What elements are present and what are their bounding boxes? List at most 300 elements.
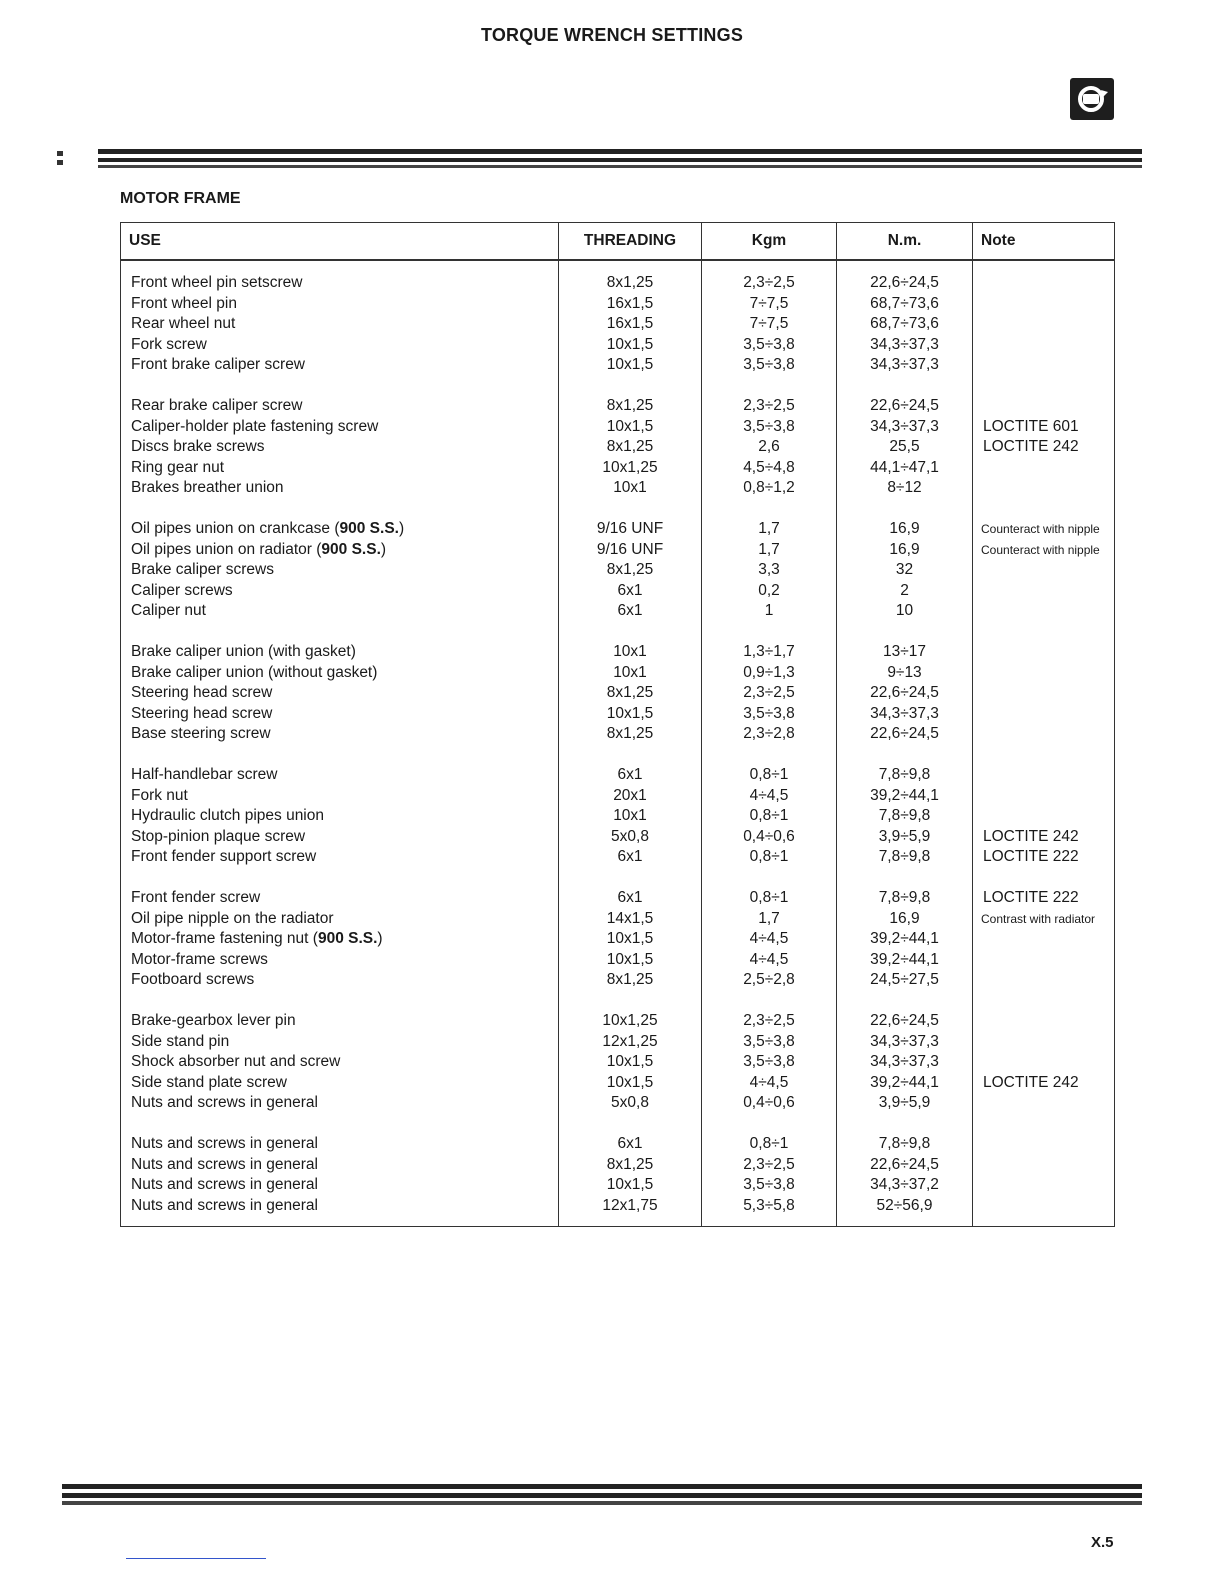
gap-cell <box>702 991 837 1012</box>
cell-note <box>973 478 1115 499</box>
cell-threading: 6x1 <box>559 581 702 602</box>
cell-note <box>973 1134 1115 1155</box>
gap-cell <box>973 868 1115 889</box>
use-text: Brake caliper screws <box>131 561 274 578</box>
cell-threading: 10x1,5 <box>559 1175 702 1196</box>
cell-threading: 20x1 <box>559 786 702 807</box>
use-text: Nuts and screws in general <box>131 1094 318 1111</box>
use-text: Caliper-holder plate fastening screw <box>131 417 379 435</box>
cell-use <box>121 1093 559 1114</box>
use-text: Caliper screws <box>131 581 233 599</box>
cell-kgm: 0,4÷0,6 <box>702 827 837 848</box>
spacer-cell <box>121 260 559 273</box>
gap-cell <box>973 991 1115 1012</box>
use-text: Oil pipes union on radiator ( <box>131 540 322 558</box>
cell-kgm: 0,4÷0,6 <box>702 1093 837 1114</box>
cell-use <box>121 396 559 417</box>
use-text: Stop-pinion plaque screw <box>131 827 306 845</box>
table-row <box>121 355 1115 376</box>
group-gap <box>121 376 1115 397</box>
table-row <box>121 273 1115 294</box>
use-text: Brake-gearbox lever pin <box>131 1012 296 1029</box>
table-spacer <box>121 260 1115 273</box>
cell-use <box>121 294 559 315</box>
cell-use <box>121 704 559 725</box>
cell-threading: 9/16 UNF <box>559 540 702 561</box>
cell-nm: 22,6÷24,5 <box>837 1011 973 1032</box>
use-text: Fork nut <box>131 786 188 804</box>
gap-cell <box>702 622 837 643</box>
gap-cell <box>121 991 559 1012</box>
cell-nm: 10 <box>837 601 973 622</box>
cell-nm: 7,8÷9,8 <box>837 888 973 909</box>
cell-use <box>121 273 559 294</box>
cell-threading: 10x1,25 <box>559 458 702 479</box>
cell-nm: 22,6÷24,5 <box>837 683 973 704</box>
cell-note <box>973 806 1115 827</box>
cell-note <box>973 1011 1115 1032</box>
table-row <box>121 581 1115 602</box>
cell-kgm: 7÷7,5 <box>702 294 837 315</box>
use-text: Oil pipe nipple on the radiator <box>131 909 334 927</box>
cell-use <box>121 1134 559 1155</box>
cell-threading: 10x1,5 <box>559 950 702 971</box>
gap-cell <box>973 745 1115 766</box>
use-text: Nuts and screws in general <box>131 1135 318 1152</box>
use-model-bold: 900 S.S. <box>339 520 399 537</box>
table-row <box>121 1175 1115 1196</box>
cell-kgm: 2,5÷2,8 <box>702 970 837 991</box>
cell-note <box>973 642 1115 663</box>
cell-kgm: 4÷4,5 <box>702 929 837 950</box>
cell-kgm: 2,3÷2,5 <box>702 683 837 704</box>
cell-threading: 8x1,25 <box>559 560 702 581</box>
table-row <box>121 294 1115 315</box>
cell-note: LOCTITE 222 <box>973 847 1115 868</box>
cell-kgm: 5,3÷5,8 <box>702 1196 837 1227</box>
cell-threading: 5x0,8 <box>559 827 702 848</box>
use-text: Front wheel pin <box>131 294 237 312</box>
cell-kgm: 2,6 <box>702 437 837 458</box>
cell-note <box>973 396 1115 417</box>
table-row <box>121 335 1115 356</box>
use-tail: ) <box>380 540 387 558</box>
cell-nm: 24,5÷27,5 <box>837 970 973 991</box>
table-row <box>121 683 1115 704</box>
cell-note <box>973 724 1115 745</box>
use-text: Motor-frame screws <box>131 950 268 968</box>
cell-threading: 8x1,25 <box>559 437 702 458</box>
use-text: Caliper nut <box>131 602 206 619</box>
cell-nm: 2 <box>837 581 973 602</box>
cell-kgm: 2,3÷2,8 <box>702 724 837 745</box>
use-text: Side stand pin <box>131 1032 230 1050</box>
gap-cell <box>837 991 973 1012</box>
cell-use <box>121 560 559 581</box>
cell-use <box>121 663 559 684</box>
gap-cell <box>973 1114 1115 1135</box>
cell-nm: 13÷17 <box>837 642 973 663</box>
cell-kgm: 4,5÷4,8 <box>702 458 837 479</box>
cell-use <box>121 540 559 561</box>
cell-use <box>121 642 559 663</box>
cell-nm: 34,3÷37,3 <box>837 335 973 356</box>
table-row <box>121 888 1115 909</box>
gap-cell <box>559 991 702 1012</box>
cell-nm: 22,6÷24,5 <box>837 1155 973 1176</box>
use-text: Nuts and screws in general <box>131 1176 318 1193</box>
cell-threading: 10x1 <box>559 806 702 827</box>
gap-cell <box>702 499 837 520</box>
torque-wrench-icon <box>1070 78 1114 120</box>
table-row <box>121 417 1115 438</box>
use-text: Nuts and screws in general <box>131 1155 318 1173</box>
cell-use <box>121 1052 559 1073</box>
group-gap <box>121 991 1115 1012</box>
use-text: Side stand plate screw <box>131 1073 287 1091</box>
cell-nm: 34,3÷37,3 <box>837 417 973 438</box>
cell-note <box>973 1175 1115 1196</box>
cell-threading: 16x1,5 <box>559 294 702 315</box>
gap-cell <box>837 745 973 766</box>
cell-kgm: 3,5÷3,8 <box>702 1052 837 1073</box>
cell-kgm: 7÷7,5 <box>702 314 837 335</box>
cell-note <box>973 355 1115 376</box>
cell-kgm: 1,7 <box>702 909 837 930</box>
gap-cell <box>121 376 559 397</box>
cell-use <box>121 806 559 827</box>
cell-nm: 34,3÷37,3 <box>837 704 973 725</box>
use-text: Ring gear nut <box>131 458 225 476</box>
gap-cell <box>837 1114 973 1135</box>
table-row <box>121 1196 1115 1227</box>
cell-use <box>121 950 559 971</box>
cell-threading: 12x1,75 <box>559 1196 702 1227</box>
cell-kgm: 3,5÷3,8 <box>702 704 837 725</box>
table-row <box>121 1032 1115 1053</box>
cell-note <box>973 335 1115 356</box>
cell-kgm: 0,8÷1 <box>702 847 837 868</box>
cell-threading: 6x1 <box>559 601 702 622</box>
cell-use <box>121 1032 559 1053</box>
use-tail: ) <box>398 520 405 537</box>
cell-note <box>973 581 1115 602</box>
cell-note <box>973 950 1115 971</box>
table-body <box>121 260 1115 1227</box>
cell-kgm: 1,7 <box>702 540 837 561</box>
cell-note: LOCTITE 242 <box>973 1073 1115 1094</box>
cell-use <box>121 724 559 745</box>
use-tail: ) <box>377 930 383 947</box>
table-row <box>121 806 1115 827</box>
gap-cell <box>837 868 973 889</box>
cell-use <box>121 458 559 479</box>
page-number: X.5 <box>1091 1534 1114 1551</box>
cell-nm: 7,8÷9,8 <box>837 847 973 868</box>
cell-threading: 8x1,25 <box>559 970 702 991</box>
cell-kgm: 0,2 <box>702 581 837 602</box>
cell-note <box>973 1093 1115 1114</box>
gap-cell <box>121 499 559 520</box>
use-text: Oil pipes union on crankcase ( <box>131 520 340 537</box>
column-header-nm: N.m. <box>837 223 973 261</box>
table-row <box>121 1052 1115 1073</box>
cell-use <box>121 355 559 376</box>
use-text: Front wheel pin setscrew <box>131 274 303 291</box>
cell-kgm: 2,3÷2,5 <box>702 396 837 417</box>
cell-note <box>973 765 1115 786</box>
cell-threading: 8x1,25 <box>559 724 702 745</box>
column-header-note: Note <box>973 223 1115 261</box>
table-row <box>121 970 1115 991</box>
cell-nm: 34,3÷37,3 <box>837 1052 973 1073</box>
torque-table <box>120 222 1115 1227</box>
use-text: Rear brake caliper screw <box>131 397 303 414</box>
cell-use <box>121 1196 559 1227</box>
table-row <box>121 929 1115 950</box>
table-row <box>121 458 1115 479</box>
cell-threading: 6x1 <box>559 765 702 786</box>
cell-nm: 3,9÷5,9 <box>837 827 973 848</box>
table-row <box>121 642 1115 663</box>
cell-nm: 22,6÷24,5 <box>837 396 973 417</box>
gap-cell <box>559 745 702 766</box>
use-text: Front brake caliper screw <box>131 356 306 373</box>
page-title: TORQUE WRENCH SETTINGS <box>480 25 744 45</box>
cell-note: LOCTITE 242 <box>973 437 1115 458</box>
table-row <box>121 601 1115 622</box>
cell-nm: 22,6÷24,5 <box>837 273 973 294</box>
gap-cell <box>559 376 702 397</box>
cell-note <box>973 704 1115 725</box>
cell-use <box>121 970 559 991</box>
cell-use <box>121 827 559 848</box>
table-row <box>121 663 1115 684</box>
gap-cell <box>702 745 837 766</box>
cell-kgm: 2,3÷2,5 <box>702 273 837 294</box>
table-row <box>121 1093 1115 1114</box>
cell-note <box>973 560 1115 581</box>
spacer-cell <box>702 260 837 273</box>
cell-use <box>121 683 559 704</box>
gap-cell <box>837 376 973 397</box>
table-header-row <box>121 223 1115 261</box>
table-row <box>121 909 1115 930</box>
use-text: Discs brake screws <box>131 438 265 455</box>
use-text: Half-handlebar screw <box>131 766 278 783</box>
cell-nm: 32 <box>837 560 973 581</box>
cell-kgm: 0,8÷1 <box>702 1134 837 1155</box>
use-text: Brake caliper union (with gasket) <box>131 643 356 660</box>
cell-use <box>121 1011 559 1032</box>
cell-threading: 8x1,25 <box>559 683 702 704</box>
cell-note <box>973 1052 1115 1073</box>
cell-threading: 8x1,25 <box>559 396 702 417</box>
cell-nm: 34,3÷37,3 <box>837 1032 973 1053</box>
cell-use <box>121 1155 559 1176</box>
section-title: MOTOR FRAME <box>120 190 241 207</box>
use-text: Steering head screw <box>131 684 273 701</box>
cell-kgm: 1,3÷1,7 <box>702 642 837 663</box>
table-row <box>121 478 1115 499</box>
table-row <box>121 1073 1115 1094</box>
gap-cell <box>121 1114 559 1135</box>
gap-cell <box>559 868 702 889</box>
cell-threading: 10x1,5 <box>559 929 702 950</box>
cell-threading: 9/16 UNF <box>559 519 702 540</box>
table-row <box>121 540 1115 561</box>
gap-cell <box>837 622 973 643</box>
cell-nm: 7,8÷9,8 <box>837 765 973 786</box>
cell-nm: 39,2÷44,1 <box>837 950 973 971</box>
use-model-bold: 900 S.S. <box>321 540 381 558</box>
use-text: Shock absorber nut and screw <box>131 1053 341 1070</box>
cell-threading: 16x1,5 <box>559 314 702 335</box>
use-text: Footboard screws <box>131 971 255 988</box>
table-row <box>121 847 1115 868</box>
cell-kgm: 3,5÷3,8 <box>702 335 837 356</box>
gap-cell <box>559 1114 702 1135</box>
cell-threading: 6x1 <box>559 847 702 868</box>
cell-use <box>121 519 559 540</box>
table-row <box>121 1134 1115 1155</box>
use-model-bold: 900 S.S. <box>317 930 378 947</box>
cell-nm: 25,5 <box>837 437 973 458</box>
cell-threading: 10x1,5 <box>559 355 702 376</box>
cell-note <box>973 1032 1115 1053</box>
cell-nm: 9÷13 <box>837 663 973 684</box>
cell-use <box>121 581 559 602</box>
cell-threading: 10x1,5 <box>559 1052 702 1073</box>
cell-threading: 10x1,25 <box>559 1011 702 1032</box>
cell-threading: 12x1,25 <box>559 1032 702 1053</box>
use-text: Hydraulic clutch pipes union <box>131 807 324 824</box>
gap-cell <box>973 376 1115 397</box>
use-text: Base steering screw <box>131 725 271 742</box>
cell-threading: 8x1,25 <box>559 1155 702 1176</box>
cell-kgm: 3,5÷3,8 <box>702 1032 837 1053</box>
column-header-threading: THREADING <box>559 223 702 261</box>
use-text: Front fender support screw <box>131 848 317 865</box>
group-gap <box>121 499 1115 520</box>
cell-use <box>121 909 559 930</box>
cell-nm: 44,1÷47,1 <box>837 458 973 479</box>
cell-use <box>121 417 559 438</box>
spacer-cell <box>559 260 702 273</box>
cell-threading: 10x1 <box>559 478 702 499</box>
spacer-cell <box>837 260 973 273</box>
cell-nm: 16,9 <box>837 519 973 540</box>
gap-cell <box>973 622 1115 643</box>
group-gap <box>121 868 1115 889</box>
cell-nm: 3,9÷5,9 <box>837 1093 973 1114</box>
cell-nm: 16,9 <box>837 540 973 561</box>
cell-use <box>121 335 559 356</box>
table-row <box>121 519 1115 540</box>
cell-nm: 52÷56,9 <box>837 1196 973 1227</box>
cell-threading: 6x1 <box>559 888 702 909</box>
cell-kgm: 3,5÷3,8 <box>702 417 837 438</box>
cell-threading: 14x1,5 <box>559 909 702 930</box>
header-rule <box>98 149 1142 169</box>
binding-mark <box>57 160 63 165</box>
cell-use <box>121 786 559 807</box>
use-text: Fork screw <box>131 335 207 353</box>
cell-threading: 10x1,5 <box>559 1073 702 1094</box>
cell-nm: 7,8÷9,8 <box>837 806 973 827</box>
group-gap <box>121 1114 1115 1135</box>
cell-kgm: 0,8÷1 <box>702 765 837 786</box>
column-header-kgm: Kgm <box>702 223 837 261</box>
cell-note <box>973 314 1115 335</box>
column-header-use: USE <box>121 223 559 261</box>
cell-kgm: 3,5÷3,8 <box>702 355 837 376</box>
use-text: Rear wheel nut <box>131 315 236 332</box>
table-row <box>121 1155 1115 1176</box>
gap-cell <box>973 499 1115 520</box>
table-row <box>121 950 1115 971</box>
gap-cell <box>702 1114 837 1135</box>
table-row <box>121 1011 1115 1032</box>
use-text: Brakes breather union <box>131 479 284 496</box>
cell-kgm: 0,8÷1 <box>702 888 837 909</box>
cell-note <box>973 294 1115 315</box>
cell-threading: 10x1 <box>559 663 702 684</box>
cell-use <box>121 765 559 786</box>
gap-cell <box>702 868 837 889</box>
cell-kgm: 4÷4,5 <box>702 950 837 971</box>
table-row <box>121 704 1115 725</box>
table-row <box>121 396 1115 417</box>
cell-kgm: 2,3÷2,5 <box>702 1011 837 1032</box>
use-text: Front fender screw <box>131 889 261 906</box>
cell-kgm: 3,5÷3,8 <box>702 1175 837 1196</box>
table-row <box>121 786 1115 807</box>
cell-kgm: 2,3÷2,5 <box>702 1155 837 1176</box>
cell-threading: 10x1,5 <box>559 335 702 356</box>
cell-kgm: 0,8÷1 <box>702 806 837 827</box>
footer-rule <box>62 1484 1142 1506</box>
cell-nm: 39,2÷44,1 <box>837 1073 973 1094</box>
cell-note: LOCTITE 601 <box>973 417 1115 438</box>
gap-cell <box>121 622 559 643</box>
cell-use <box>121 929 559 950</box>
cell-use <box>121 847 559 868</box>
footer-link-line <box>126 1558 266 1559</box>
gap-cell <box>559 499 702 520</box>
cell-use <box>121 888 559 909</box>
cell-note <box>973 683 1115 704</box>
cell-threading: 8x1,25 <box>559 273 702 294</box>
cell-nm: 34,3÷37,2 <box>837 1175 973 1196</box>
cell-nm: 34,3÷37,3 <box>837 355 973 376</box>
table-row <box>121 827 1115 848</box>
table-row <box>121 560 1115 581</box>
cell-use <box>121 314 559 335</box>
cell-note: Contrast with radiator <box>973 909 1115 930</box>
table-row <box>121 437 1115 458</box>
cell-threading: 10x1,5 <box>559 704 702 725</box>
cell-threading: 6x1 <box>559 1134 702 1155</box>
cell-use <box>121 478 559 499</box>
cell-kgm: 1 <box>702 601 837 622</box>
use-text: Steering head screw <box>131 704 273 722</box>
cell-note <box>973 663 1115 684</box>
cell-use <box>121 1175 559 1196</box>
cell-note <box>973 929 1115 950</box>
cell-note <box>973 970 1115 991</box>
table-row <box>121 724 1115 745</box>
